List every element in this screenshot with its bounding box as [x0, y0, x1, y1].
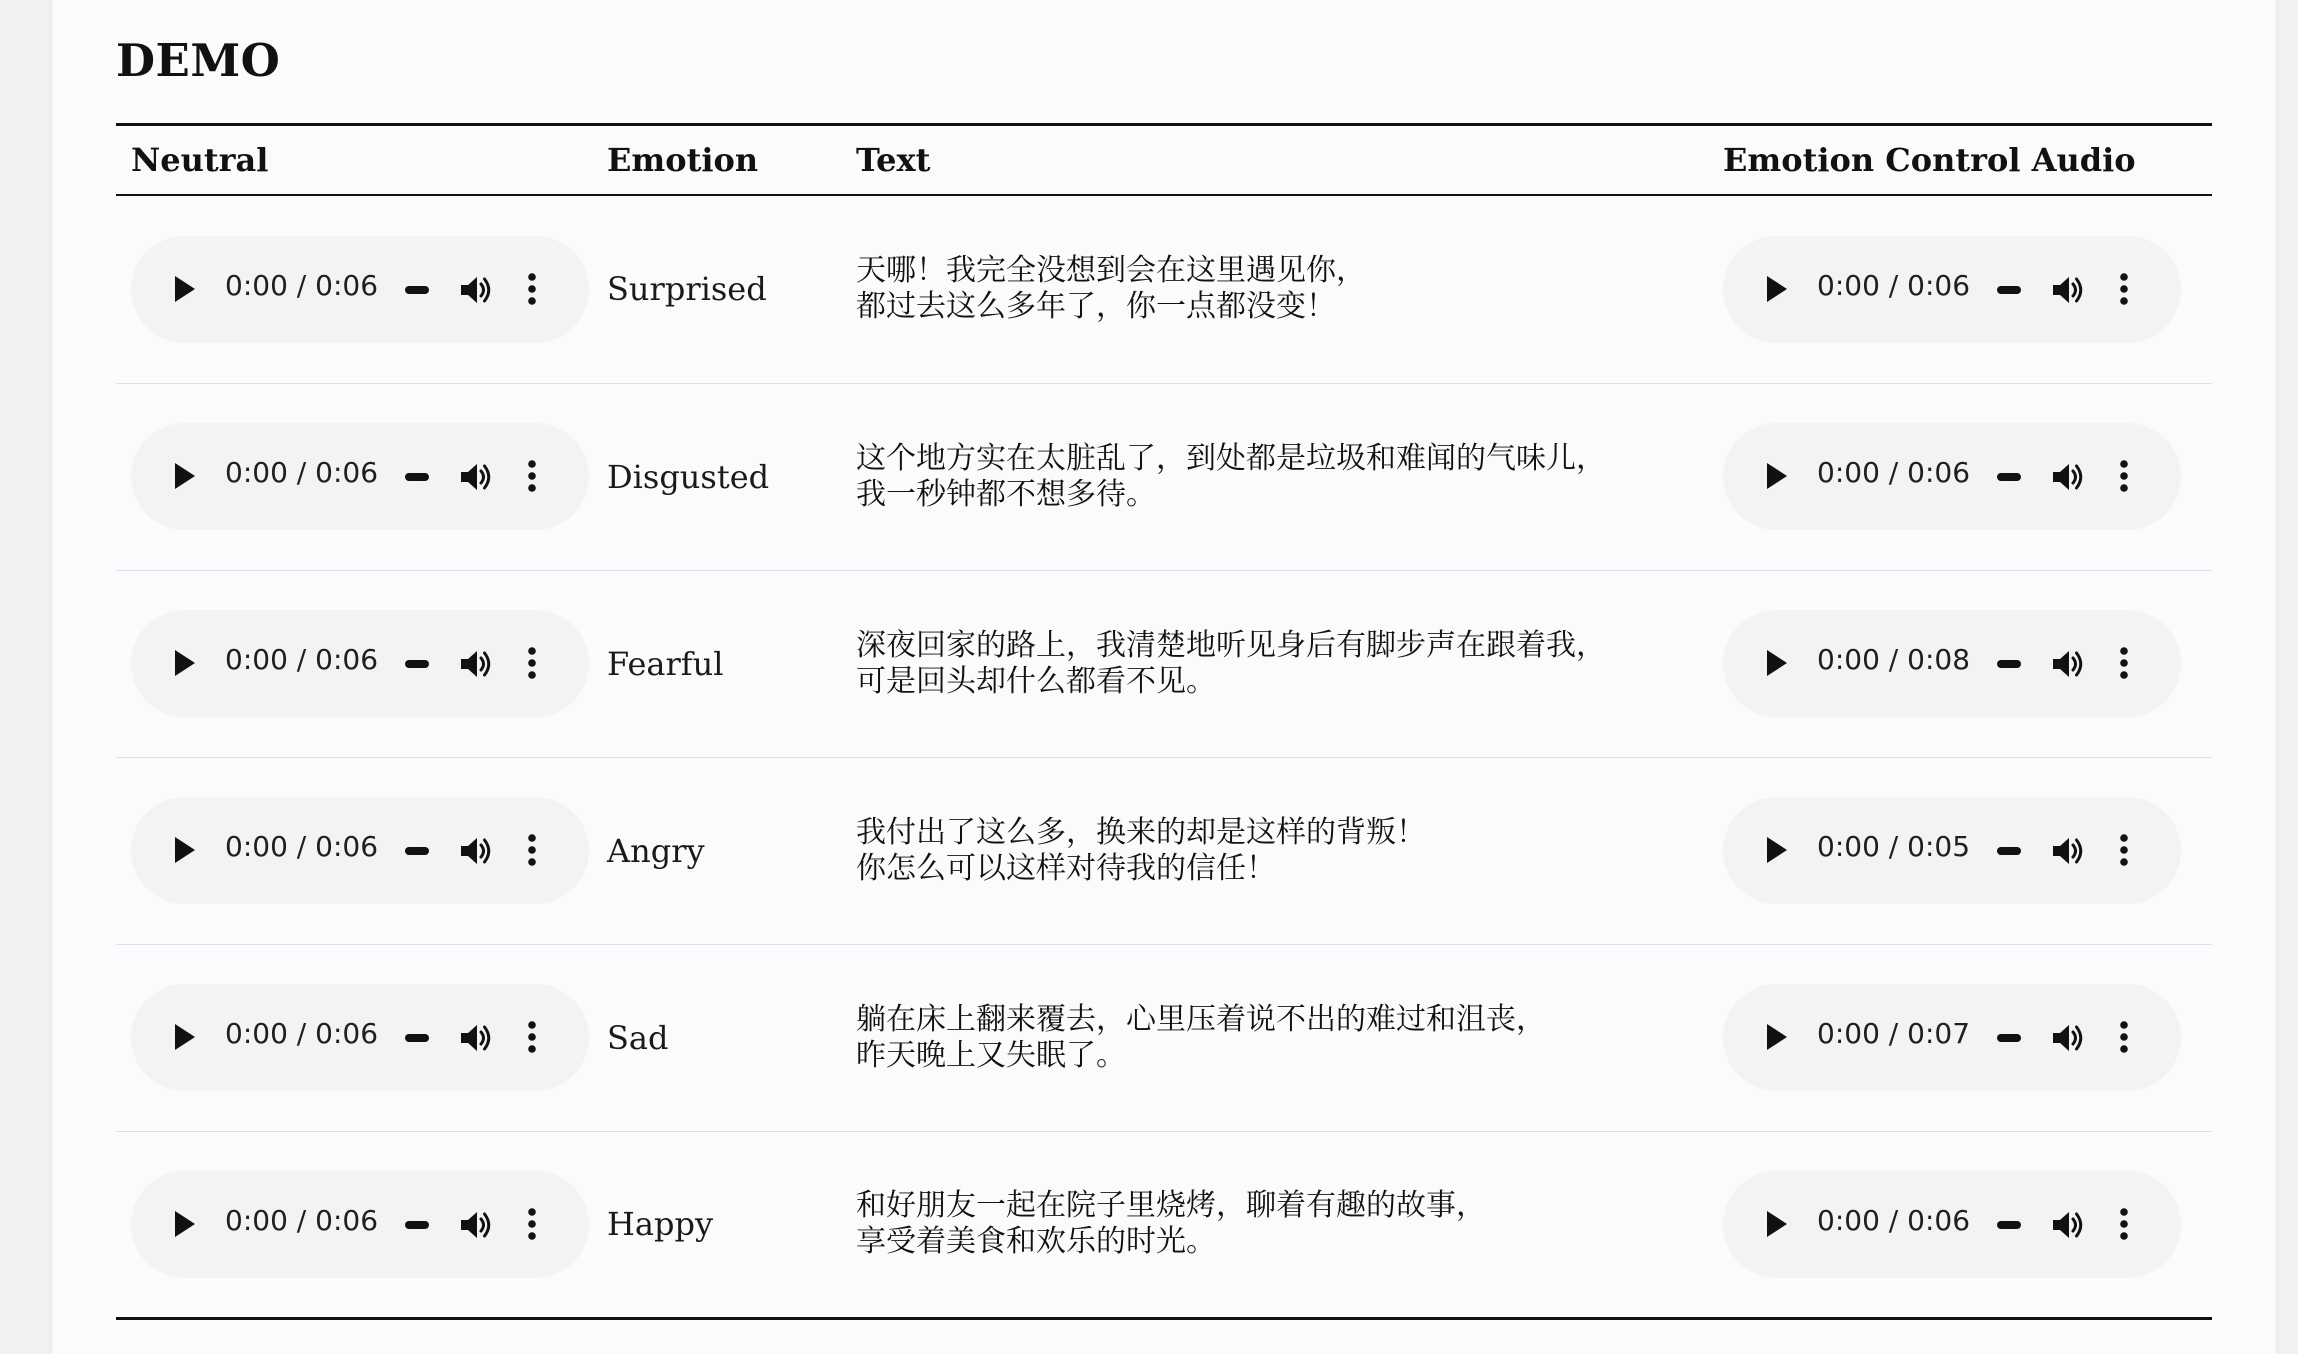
more-options-icon[interactable] [2119, 833, 2129, 867]
play-icon[interactable] [1767, 463, 1787, 489]
text-cell [856, 383, 1723, 570]
column-header-emotion: Emotion [607, 125, 856, 196]
emotion-control-cell [1723, 757, 2212, 944]
audio-current-time: 0:00 [1817, 268, 1880, 302]
more-options-icon[interactable] [2119, 272, 2129, 306]
table-row [116, 570, 2212, 757]
audio-duration: 0:06 [315, 1017, 379, 1050]
emotion-label: Angry [607, 831, 705, 870]
play-icon[interactable] [1767, 1211, 1787, 1237]
more-options-icon[interactable] [2119, 1020, 2129, 1054]
table-row [116, 1131, 2212, 1318]
play-icon[interactable] [1767, 650, 1787, 676]
audio-progress-bar[interactable] [1997, 660, 2021, 668]
table-header-row [116, 125, 2212, 196]
audio-time: 0:00 / 0:06 [225, 830, 379, 863]
emotion-label: Sad [607, 1018, 669, 1057]
audio-time: 0:00 / 0:06 [1817, 456, 1971, 489]
text-cell [856, 570, 1723, 757]
play-icon[interactable] [1767, 1024, 1787, 1050]
page [52, 0, 2276, 1354]
transcript-text: 这个地方实在太脏乱了，到处都是垃圾和难闻的气味儿， 我一秒钟都不想多待。 [856, 440, 1606, 512]
audio-time: 0:00 / 0:06 [225, 268, 379, 302]
audio-progress-bar[interactable] [405, 286, 429, 294]
audio-duration: 0:06 [315, 456, 379, 489]
text-cell [856, 757, 1723, 944]
emotion-label: Surprised [607, 270, 767, 309]
emotion-cell [607, 195, 856, 383]
audio-duration: 0:06 [1907, 456, 1971, 489]
audio-current-time: 0:00 [225, 268, 288, 302]
play-icon[interactable] [175, 1024, 195, 1050]
emotion-cell [607, 1131, 856, 1318]
neutral-cell [116, 195, 607, 383]
volume-icon[interactable] [2051, 461, 2085, 493]
more-options-icon[interactable] [527, 833, 537, 867]
audio-progress-bar[interactable] [405, 847, 429, 855]
text-cell [856, 1131, 1723, 1318]
audio-progress-bar[interactable] [1997, 286, 2021, 294]
audio-time: 0:00 / 0:06 [225, 456, 379, 489]
emotion-control-cell [1723, 383, 2212, 570]
emotion-control-audio-player[interactable] [1723, 1171, 2181, 1278]
text-cell [856, 195, 1723, 383]
audio-progress-bar[interactable] [405, 1221, 429, 1229]
volume-icon[interactable] [459, 461, 493, 493]
audio-time: 0:00 / 0:06 [225, 1017, 379, 1050]
neutral-cell [116, 757, 607, 944]
audio-duration: 0:06 [315, 1203, 379, 1237]
emotion-control-audio-player[interactable] [1723, 423, 2181, 530]
play-icon[interactable] [175, 463, 195, 489]
neutral-audio-player[interactable] [131, 797, 589, 904]
table-row [116, 195, 2212, 383]
audio-current-time: 0:00 [225, 830, 288, 863]
emotion-cell [607, 383, 856, 570]
play-icon[interactable] [1767, 276, 1787, 302]
transcript-text: 天哪！我完全没想到会在这里遇见你， 都过去这么多年了，你一点都没变！ [856, 253, 1366, 325]
more-options-icon[interactable] [527, 272, 537, 306]
audio-progress-bar[interactable] [1997, 473, 2021, 481]
transcript-text: 我付出了这么多，换来的却是这样的背叛！ 你怎么可以这样对待我的信任！ [856, 814, 1426, 886]
neutral-audio-player[interactable] [131, 236, 589, 343]
table-row [116, 757, 2212, 944]
more-options-icon[interactable] [527, 1207, 537, 1241]
play-icon[interactable] [175, 276, 195, 302]
audio-current-time: 0:00 [225, 1203, 288, 1237]
audio-progress-bar[interactable] [405, 473, 429, 481]
text-cell [856, 944, 1723, 1131]
neutral-audio-player[interactable] [131, 423, 589, 530]
more-options-icon[interactable] [527, 1020, 537, 1054]
emotion-control-audio-player[interactable] [1723, 797, 2181, 904]
audio-current-time: 0:00 [225, 643, 288, 676]
emotion-cell [607, 944, 856, 1131]
audio-current-time: 0:00 [1817, 1203, 1880, 1237]
neutral-audio-player[interactable] [131, 610, 589, 717]
audio-current-time: 0:00 [1817, 1017, 1880, 1050]
play-icon[interactable] [175, 650, 195, 676]
volume-icon[interactable] [459, 274, 493, 306]
more-options-icon[interactable] [2119, 459, 2129, 493]
volume-icon[interactable] [459, 1209, 493, 1241]
more-options-icon[interactable] [2119, 1207, 2129, 1241]
neutral-cell [116, 944, 607, 1131]
emotion-control-cell [1723, 944, 2212, 1131]
audio-duration: 0:06 [1907, 268, 1971, 302]
audio-time: 0:00 / 0:06 [225, 1203, 379, 1237]
volume-icon[interactable] [2051, 648, 2085, 680]
play-icon[interactable] [1767, 837, 1787, 863]
emotion-cell [607, 570, 856, 757]
audio-time: 0:00 / 0:06 [1817, 268, 1971, 302]
table-row [116, 383, 2212, 570]
volume-icon[interactable] [2051, 1022, 2085, 1054]
more-options-icon[interactable] [2119, 646, 2129, 680]
audio-time: 0:00 / 0:05 [1817, 830, 1971, 863]
emotion-label: Disgusted [607, 457, 770, 496]
audio-duration: 0:08 [1907, 643, 1971, 676]
audio-time: 0:00 / 0:07 [1817, 1017, 1971, 1050]
volume-icon[interactable] [2051, 1209, 2085, 1241]
neutral-audio-player[interactable] [131, 1171, 589, 1278]
neutral-audio-player[interactable] [131, 984, 589, 1091]
demo-table [116, 123, 2212, 1320]
emotion-control-audio-player[interactable] [1723, 984, 2181, 1091]
emotion-label: Fearful [607, 644, 724, 683]
audio-duration: 0:06 [315, 268, 379, 302]
volume-icon[interactable] [459, 648, 493, 680]
column-header-emotion-control-audio: Emotion Control Audio [1723, 125, 2212, 196]
audio-progress-bar[interactable] [1997, 847, 2021, 855]
transcript-text: 和好朋友一起在院子里烧烤，聊着有趣的故事， 享受着美食和欢乐的时光。 [856, 1188, 1486, 1259]
transcript-text: 躺在床上翻来覆去，心里压着说不出的难过和沮丧， 昨天晚上又失眠了。 [856, 1001, 1546, 1073]
audio-time: 0:00 / 0:08 [1817, 643, 1971, 676]
emotion-control-audio-player[interactable] [1723, 236, 2181, 343]
audio-current-time: 0:00 [1817, 830, 1880, 863]
neutral-cell [116, 1131, 607, 1318]
audio-progress-bar[interactable] [1997, 1221, 2021, 1229]
more-options-icon[interactable] [527, 646, 537, 680]
page-title: DEMO [116, 34, 281, 87]
emotion-control-cell [1723, 570, 2212, 757]
audio-current-time: 0:00 [1817, 643, 1880, 676]
audio-duration: 0:07 [1907, 1017, 1971, 1050]
audio-duration: 0:06 [315, 830, 379, 863]
volume-icon[interactable] [459, 835, 493, 867]
audio-current-time: 0:00 [225, 456, 288, 489]
transcript-text: 深夜回家的路上，我清楚地听见身后有脚步声在跟着我， 可是回头却什么都看不见。 [856, 627, 1606, 699]
audio-time: 0:00 / 0:06 [225, 643, 379, 676]
column-header-text: Text [856, 125, 1723, 196]
audio-duration: 0:06 [315, 643, 379, 676]
audio-progress-bar[interactable] [405, 1034, 429, 1042]
table-row [116, 944, 2212, 1131]
volume-icon[interactable] [2051, 274, 2085, 306]
play-icon[interactable] [175, 837, 195, 863]
audio-current-time: 0:00 [1817, 456, 1880, 489]
emotion-control-audio-player[interactable] [1723, 610, 2181, 717]
emotion-control-cell [1723, 1131, 2212, 1318]
neutral-cell [116, 570, 607, 757]
audio-progress-bar[interactable] [405, 660, 429, 668]
emotion-control-cell [1723, 195, 2212, 383]
audio-current-time: 0:00 [225, 1017, 288, 1050]
audio-duration: 0:06 [1907, 1203, 1971, 1237]
more-options-icon[interactable] [527, 459, 537, 493]
play-icon[interactable] [175, 1211, 195, 1237]
audio-time: 0:00 / 0:06 [1817, 1203, 1971, 1237]
audio-duration: 0:05 [1907, 830, 1971, 863]
emotion-label: Happy [607, 1205, 714, 1243]
volume-icon[interactable] [459, 1022, 493, 1054]
audio-progress-bar[interactable] [1997, 1034, 2021, 1042]
emotion-cell [607, 757, 856, 944]
neutral-cell [116, 383, 607, 570]
volume-icon[interactable] [2051, 835, 2085, 867]
column-header-neutral: Neutral [116, 125, 607, 196]
